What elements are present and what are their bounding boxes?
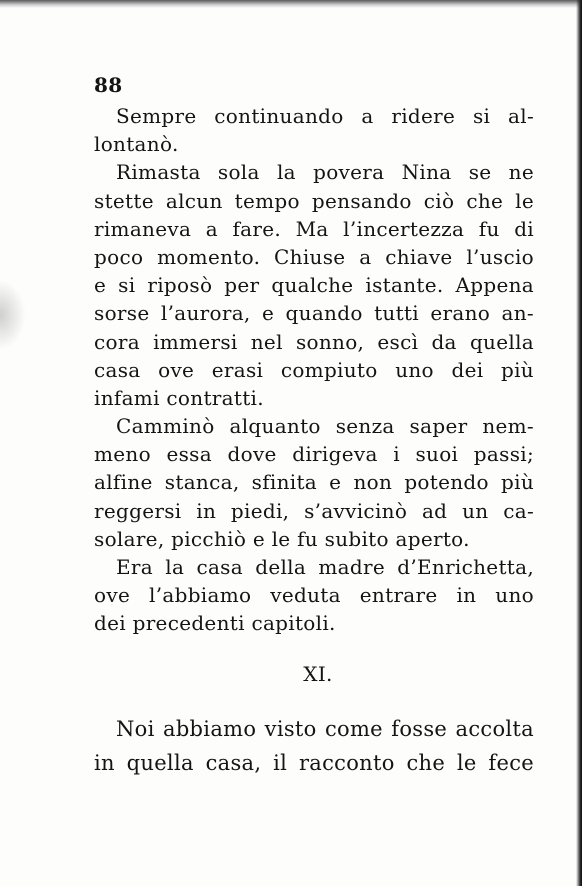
chapter-paragraph bbox=[94, 712, 534, 780]
text-line: rimaneva a fare. Ma l’incertezza fu di bbox=[94, 216, 534, 241]
page-number: 88 bbox=[94, 73, 123, 97]
text-line: e si riposò per qualche istante. Appena bbox=[94, 273, 534, 298]
text-line: casa ove erasi compiuto uno dei più bbox=[94, 357, 534, 382]
scan-smudge bbox=[0, 280, 26, 350]
text-line: Rimasta sola la povera Nina se ne bbox=[116, 160, 534, 185]
paragraph-1 bbox=[94, 102, 534, 158]
text-line: dei precedenti capitoli. bbox=[94, 611, 336, 636]
paragraph-3 bbox=[94, 412, 534, 553]
text-line: Camminò alquanto senza saper nem- bbox=[116, 414, 534, 439]
text-line: cora immersi nel sonno, escì da quella bbox=[94, 329, 534, 354]
text-line: poco momento. Chiuse a chiave l’uscio bbox=[94, 244, 534, 269]
text-line: sorse l’aurora, e quando tutti erano an- bbox=[94, 301, 534, 326]
paragraph-2 bbox=[94, 158, 534, 412]
paragraph-4 bbox=[94, 553, 534, 638]
text-line: Era la casa della madre d’Enrichetta, bbox=[116, 555, 534, 579]
text-line: solare, picchiò e le fu subito aperto. bbox=[94, 526, 470, 551]
text-line: reggersi in piedi, s’avvicinò ad un ca- bbox=[94, 498, 534, 523]
text-line: Sempre continuando a ridere si al- bbox=[116, 104, 534, 128]
text-line: in quella casa, il racconto che le fece bbox=[94, 750, 534, 775]
scan-edge-top bbox=[0, 0, 582, 8]
text-line: infami contratti. bbox=[94, 385, 264, 410]
chapter-heading: XI. bbox=[303, 661, 333, 686]
text-block bbox=[94, 70, 534, 780]
text-line: ove l’abbiamo veduta entrare in uno bbox=[94, 583, 534, 608]
text-line: meno essa dove dirigeva i suoi passi; bbox=[94, 442, 534, 467]
text-line: stette alcun tempo pensando ciò che le bbox=[94, 188, 534, 213]
text-line: lontanò. bbox=[94, 132, 179, 157]
text-line: Noi abbiamo visto come fosse accolta bbox=[116, 716, 534, 741]
text-line: alfine stanca, sfinita e non potendo più bbox=[94, 470, 534, 495]
scan-edge-right bbox=[576, 0, 582, 886]
